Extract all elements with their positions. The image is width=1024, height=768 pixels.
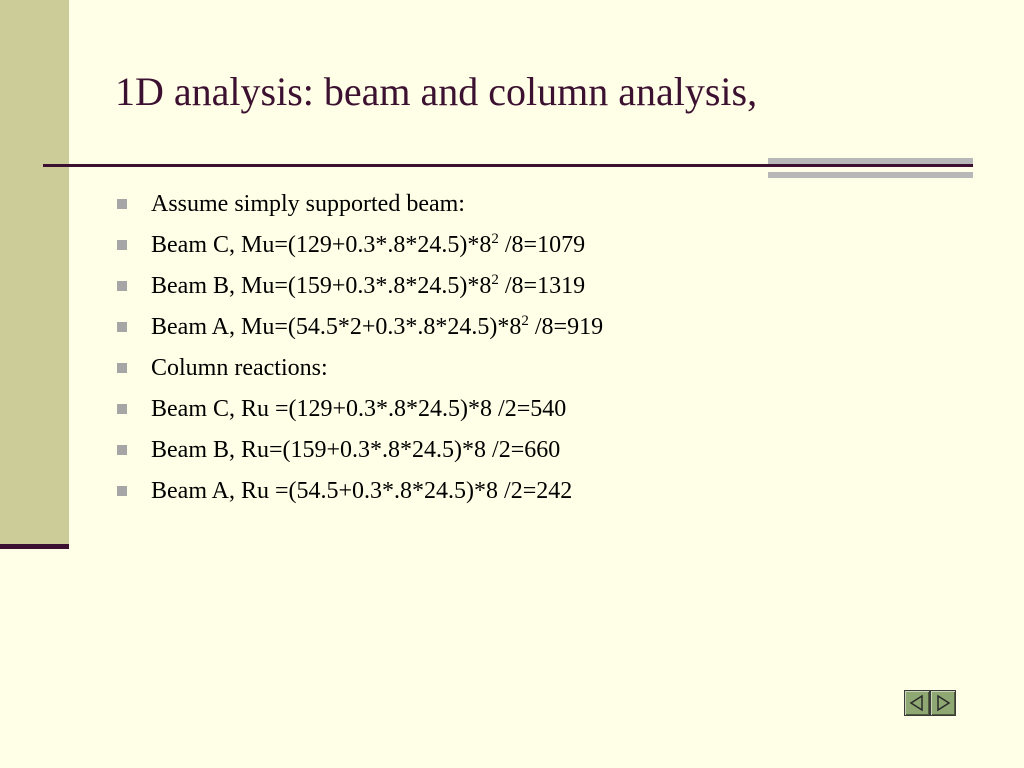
bullet-text-tail: /8=1319 [498,273,586,299]
previous-slide-button[interactable] [904,690,930,716]
square-bullet-icon [117,240,127,250]
list-item [115,393,603,434]
triangle-right-icon [934,694,952,712]
square-bullet-icon [117,445,127,455]
list-item [115,434,603,475]
slide-navigation [904,690,956,716]
list-item [115,229,603,270]
square-bullet-icon [117,281,127,291]
bullet-text-tail: /8=1079 [498,232,586,258]
bullet-text: Beam A, Mu=(54.5*2+0.3*.8*24.5)*8 [151,314,522,340]
title-divider-accent [768,158,973,180]
list-item [115,352,603,393]
bullet-text: Beam A, Ru =(54.5+0.3*.8*24.5)*8 /2=242 [151,478,573,504]
list-item [115,188,603,229]
next-slide-button[interactable] [930,690,956,716]
bullet-exponent: 2 [491,272,499,288]
list-item [115,475,603,516]
square-bullet-icon [117,363,127,373]
square-bullet-icon [117,486,127,496]
list-item [115,270,603,311]
bullet-exponent: 2 [521,313,529,329]
bullet-exponent: 2 [491,231,499,247]
bullet-text: Assume simply supported beam: [151,191,465,217]
side-band-accent [0,544,69,549]
square-bullet-icon [117,199,127,209]
bullet-text: Beam B, Ru=(159+0.3*.8*24.5)*8 /2=660 [151,437,561,463]
side-band [0,0,69,547]
bullet-text: Beam C, Mu=(129+0.3*.8*24.5)*8 [151,232,492,258]
square-bullet-icon [117,322,127,332]
triangle-left-icon [908,694,926,712]
slide-title: 1D analysis: beam and column analysis, [115,69,758,114]
bullet-list [115,188,603,516]
square-bullet-icon [117,404,127,414]
bullet-text: Beam B, Mu=(159+0.3*.8*24.5)*8 [151,273,492,299]
bullet-text: Column reactions: [151,355,328,381]
bullet-text-tail: /8=919 [528,314,604,340]
list-item [115,311,603,352]
bullet-text: Beam C, Ru =(129+0.3*.8*24.5)*8 /2=540 [151,396,567,422]
